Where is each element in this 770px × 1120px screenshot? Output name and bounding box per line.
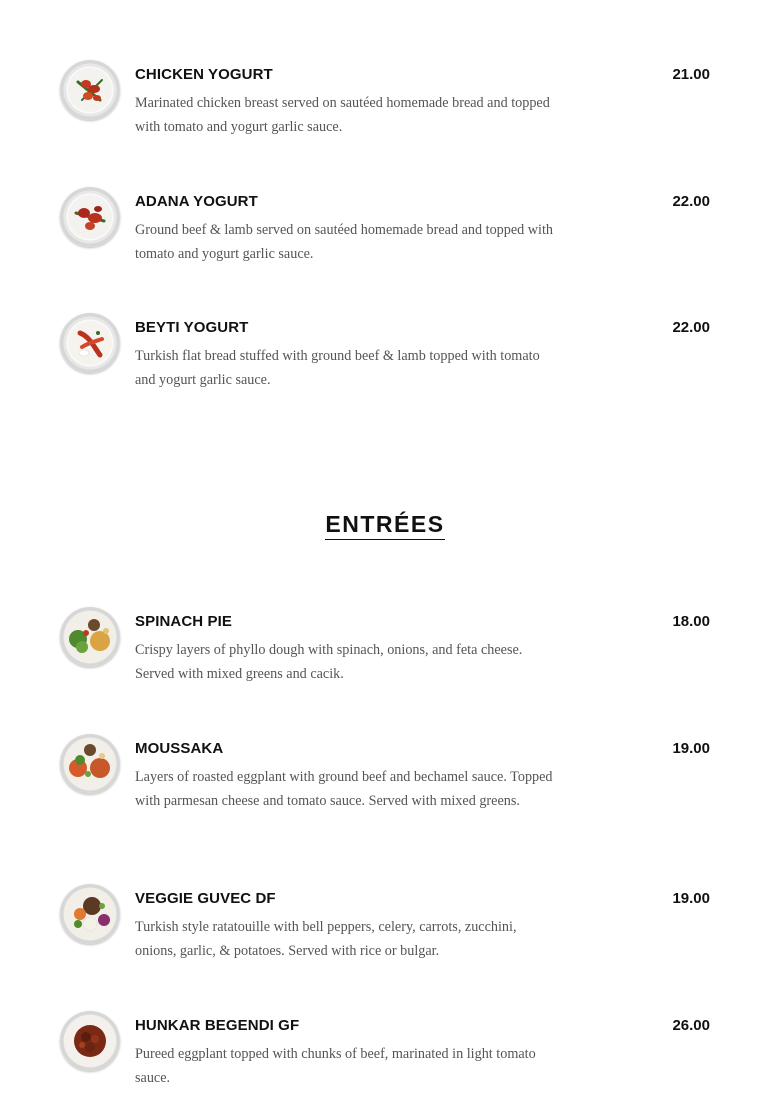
dish-photo-icon[interactable] [60, 187, 120, 247]
menu-item-name: BEYTI YOGURT [135, 319, 249, 336]
menu-item-price: 19.00 [672, 890, 710, 907]
menu-item-description: Layers of roasted eggplant with ground beef and bechamel sauce. Topped with parmesan cheese and tomato sauce. Served with mixed greens. [135, 769, 553, 809]
menu-item-description: Turkish style ratatouille with bell peppers, celery, carrots, zucchini, onions, garlic, & potatoes. Served with rice or bulgar. [135, 919, 517, 959]
menu-item-description: Crispy layers of phyllo dough with spinach, onions, and feta cheese. Served with mixed greens and cacik. [135, 642, 523, 682]
dish-photo-icon[interactable] [60, 884, 120, 944]
menu-item-price: 26.00 [672, 1017, 710, 1034]
dish-photo-icon[interactable] [60, 607, 120, 667]
section-title [0, 511, 770, 540]
menu-item-description: Turkish flat bread stuffed with ground beef & lamb topped with tomato and yogurt garlic sauce. [135, 348, 540, 388]
menu-item-name: HUNKAR BEGENDI GF [135, 1017, 300, 1034]
menu-item-price: 18.00 [672, 613, 710, 630]
dish-photo-icon[interactable] [60, 60, 120, 120]
menu-item-price: 19.00 [672, 740, 710, 757]
dish-photo-icon[interactable] [60, 1011, 120, 1071]
menu-item-name: SPINACH PIE [135, 613, 232, 630]
menu-item-name: VEGGIE GUVEC DF [135, 890, 276, 907]
menu-item-description: Ground beef & lamb served on sautéed homemade bread and topped with tomato and yogurt garlic sauce. [135, 222, 554, 262]
section-title-text: ENTRÉES [325, 511, 444, 540]
menu-item-name: CHICKEN YOGURT [135, 66, 273, 83]
menu-item-description: Pureed eggplant topped with chunks of beef, marinated in light tomato sauce. [135, 1046, 536, 1086]
menu-item-price: 22.00 [672, 319, 710, 336]
menu-item-price: 21.00 [672, 66, 710, 83]
dish-photo-icon[interactable] [60, 313, 120, 373]
menu-item-name: ADANA YOGURT [135, 193, 258, 210]
menu-item-price: 22.00 [672, 193, 710, 210]
dish-photo-icon[interactable] [60, 734, 120, 794]
menu-item-description: Marinated chicken breast served on sautéed homemade bread and topped with tomato and yogurt garlic sauce. [135, 95, 550, 135]
menu-item-name: MOUSSAKA [135, 740, 224, 757]
